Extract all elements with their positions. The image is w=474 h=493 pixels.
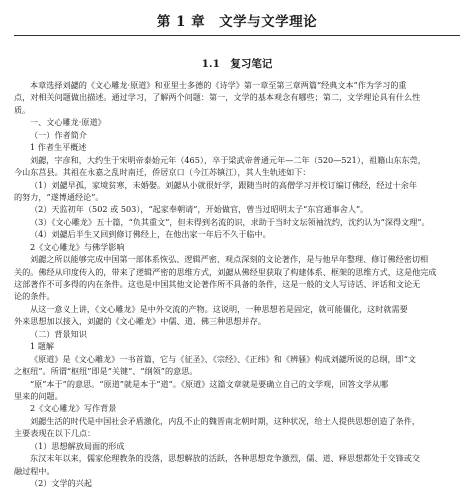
text-line: 质。	[14, 104, 31, 115]
text-line: 1 作者生平概述	[30, 142, 87, 153]
text-line: 一、文心雕龙·原道》	[30, 117, 106, 128]
text-line: （2）文学的兴起	[30, 478, 93, 488]
chapter-divider	[14, 35, 460, 36]
text-line: 本章选择刘勰的《文心雕龙·原道》和亚里士多德的《诗学》第一章至第三章两篇“经典文本”作为学习的重	[30, 80, 407, 90]
text-line: “原”本于”的意思。“原道”就是本于“道”。《原道》这篇文章就是要确立自己的文学观，回答文学从哪	[30, 378, 389, 389]
text-line: 外来思想加以接入，刘勰的《文心雕龙》中儒、道、佛三种思想并存。	[14, 316, 266, 327]
text-line: 的努力，“遂博通经论”。	[14, 191, 104, 202]
body-text	[14, 79, 460, 489]
text-line: 刘勰之所以能够完成中国第一部体系恢弘、逻辑严密、观点深刻的文论著作，是与他早年整理、修订佛经密切相	[30, 254, 429, 265]
text-line: （1）刘勰早孤，家境贫寒，未婚娶。刘勰从小就很好学，跟随当时的高僧学习并校订编订佛经，经过十余年	[30, 179, 418, 190]
chapter-title: 第 1 章 文学与文学理论	[156, 14, 318, 30]
text-line: 《原道》是《文心雕龙》一书首篇，它与《征圣》、《宗经》、《正纬》和《辨骚》构成刘勰所说的总纲，即“文	[30, 353, 417, 364]
text-line: 之枢纽”。所谓“枢纽”即是“关键”、“纲领”的意思。	[14, 366, 198, 377]
text-line: 这部著作不可多得的内在条件。这也是中国其他文论著作所不具备的条件，这是一般的文人写诗话、评话和文论无	[14, 279, 421, 289]
text-line: 2《文心雕龙》与佛学影响	[30, 241, 125, 252]
text-line: （1）思想解放局面的形成	[30, 440, 125, 451]
text-line: （二）背景知识	[30, 328, 87, 339]
text-line: （一）作者简介	[30, 129, 87, 140]
text-line: 里来的问题。	[14, 390, 63, 401]
text-line: 关的。佛经从印度传入的，带来了逻辑严密的思维方式，刘勰从佛经里获取了构建体系、框架的思维方式，这是他完成	[14, 266, 437, 277]
text-line: 点，对相关问题做出描述。通过学习，了解两个问题：第一，文学的基本观念有哪些；第二，文学理论具有什么性	[14, 92, 421, 103]
text-line: 融过程中。	[14, 465, 55, 476]
text-line: 今山东莒县。其祖在永嘉之乱时南迁，侨居京口（今江苏镇江），其人生轨迹如下：	[14, 167, 311, 178]
text-line: 1 题解	[30, 341, 55, 352]
text-line: 刘勰，字彦和，大约生于宋明帝泰始元年（465），卒于梁武帝普通元年—二年（520—521），祖籍山东东莞，	[30, 154, 426, 165]
text-line: （4）刘勰后半生又回到修订佛经上，在他出家一年后不久于临中。	[30, 229, 271, 240]
text-line: 主要表现在以下几点：	[14, 428, 96, 439]
text-line: 从这一意义上讲，《文心雕龙》是中外交流的产物。这说明，一种思想若是固定，就可能僵化，这时就需要	[30, 303, 408, 314]
text-line: 刘勰生活的时代是中国社会矛盾激化，内乱不止的魏晋南北朝时期，这种状况，给士人提供思想创造了条件，	[30, 415, 421, 426]
text-line: （2）天监初年（502 或 503），“起家奉朝请”，开始做官，曾当过昭明太子“东宫通事舍人”。	[30, 204, 369, 215]
text-line: 东汉末年以来，儒家伦理教条的没落，思想解放的活跃，各种思想竞争激烈，儒、道、释思想都处于交锋或交	[30, 453, 421, 464]
text-line: 2《文心雕龙》写作背景	[30, 403, 117, 414]
text-line: 论的条件。	[14, 291, 55, 302]
text-line: （3）《文心雕龙》五十篇，“负其重文”，但未得到名流的识，求助于当时文坛领袖沈约，沈约认为“深得文理”。	[30, 216, 430, 227]
section-title: 1.1 复习笔记	[201, 58, 273, 70]
